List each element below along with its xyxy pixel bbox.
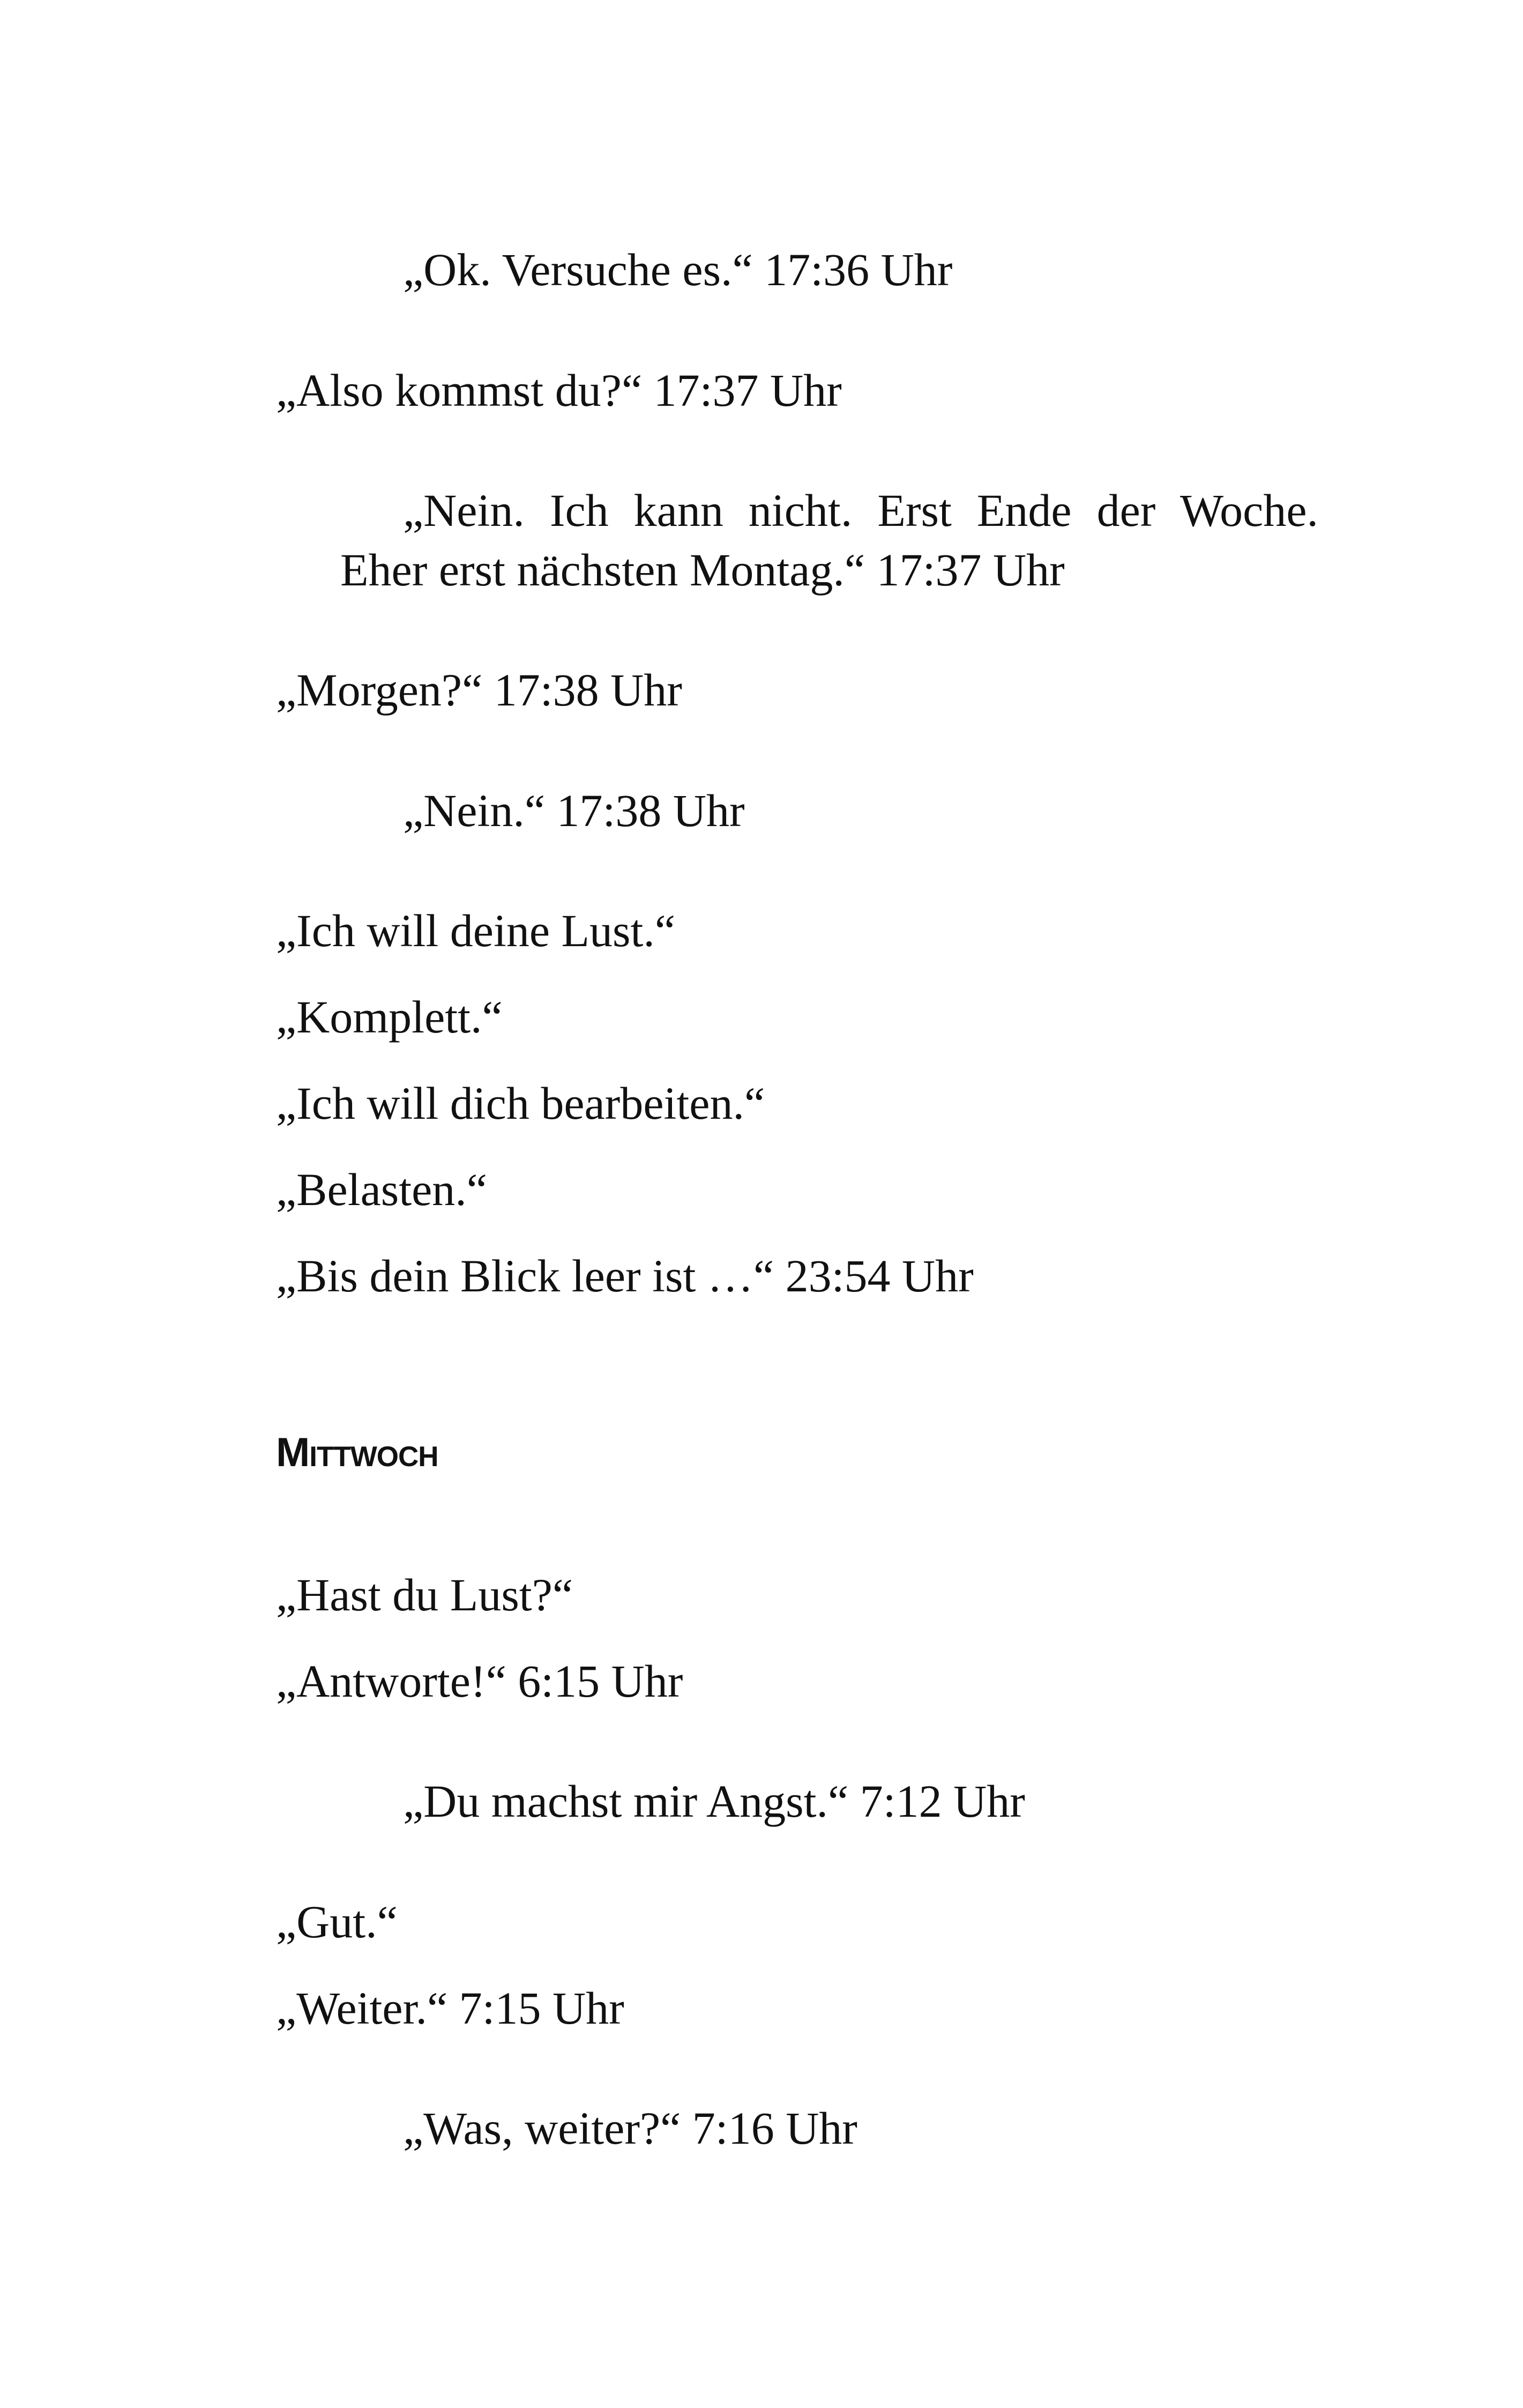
message-sent: „Ich will deine Lust.“ [276, 905, 676, 956]
message-reply: „Du machst mir Angst.“ 7:12 Uhr [403, 1775, 1025, 1827]
message-sent: „Morgen?“ 17:38 Uhr [276, 664, 682, 716]
message-reply: „Nein.“ 17:38 Uhr [403, 785, 745, 836]
message-sent: „Ich will dich bearbeiten.“ [276, 1077, 765, 1129]
message-reply: „Nein. Ich kann nicht. Erst Ende der Woche. [403, 485, 1318, 536]
message-sent: „Belasten.“ [276, 1164, 487, 1215]
message-sent: „Komplett.“ [276, 991, 503, 1043]
message-sent: „Antworte!“ 6:15 Uhr [276, 1655, 683, 1707]
message-sent: „Weiter.“ 7:15 Uhr [276, 1982, 624, 2034]
message-sent: „Hast du Lust?“ [276, 1569, 573, 1621]
message-reply: „Was, weiter?“ 7:16 Uhr [403, 2102, 857, 2154]
message-reply-continuation: Eher erst nächsten Montag.“ 17:37 Uhr [340, 544, 1065, 596]
message-sent: „Gut.“ [276, 1896, 398, 1948]
message-reply: „Ok. Versuche es.“ 17:36 Uhr [403, 244, 953, 295]
message-sent: „Bis dein Blick leer ist …“ 23:54 Uhr [276, 1250, 974, 1302]
message-sent: „Also kommst du?“ 17:37 Uhr [276, 365, 842, 416]
section-heading: Mittwoch [276, 1430, 438, 1475]
